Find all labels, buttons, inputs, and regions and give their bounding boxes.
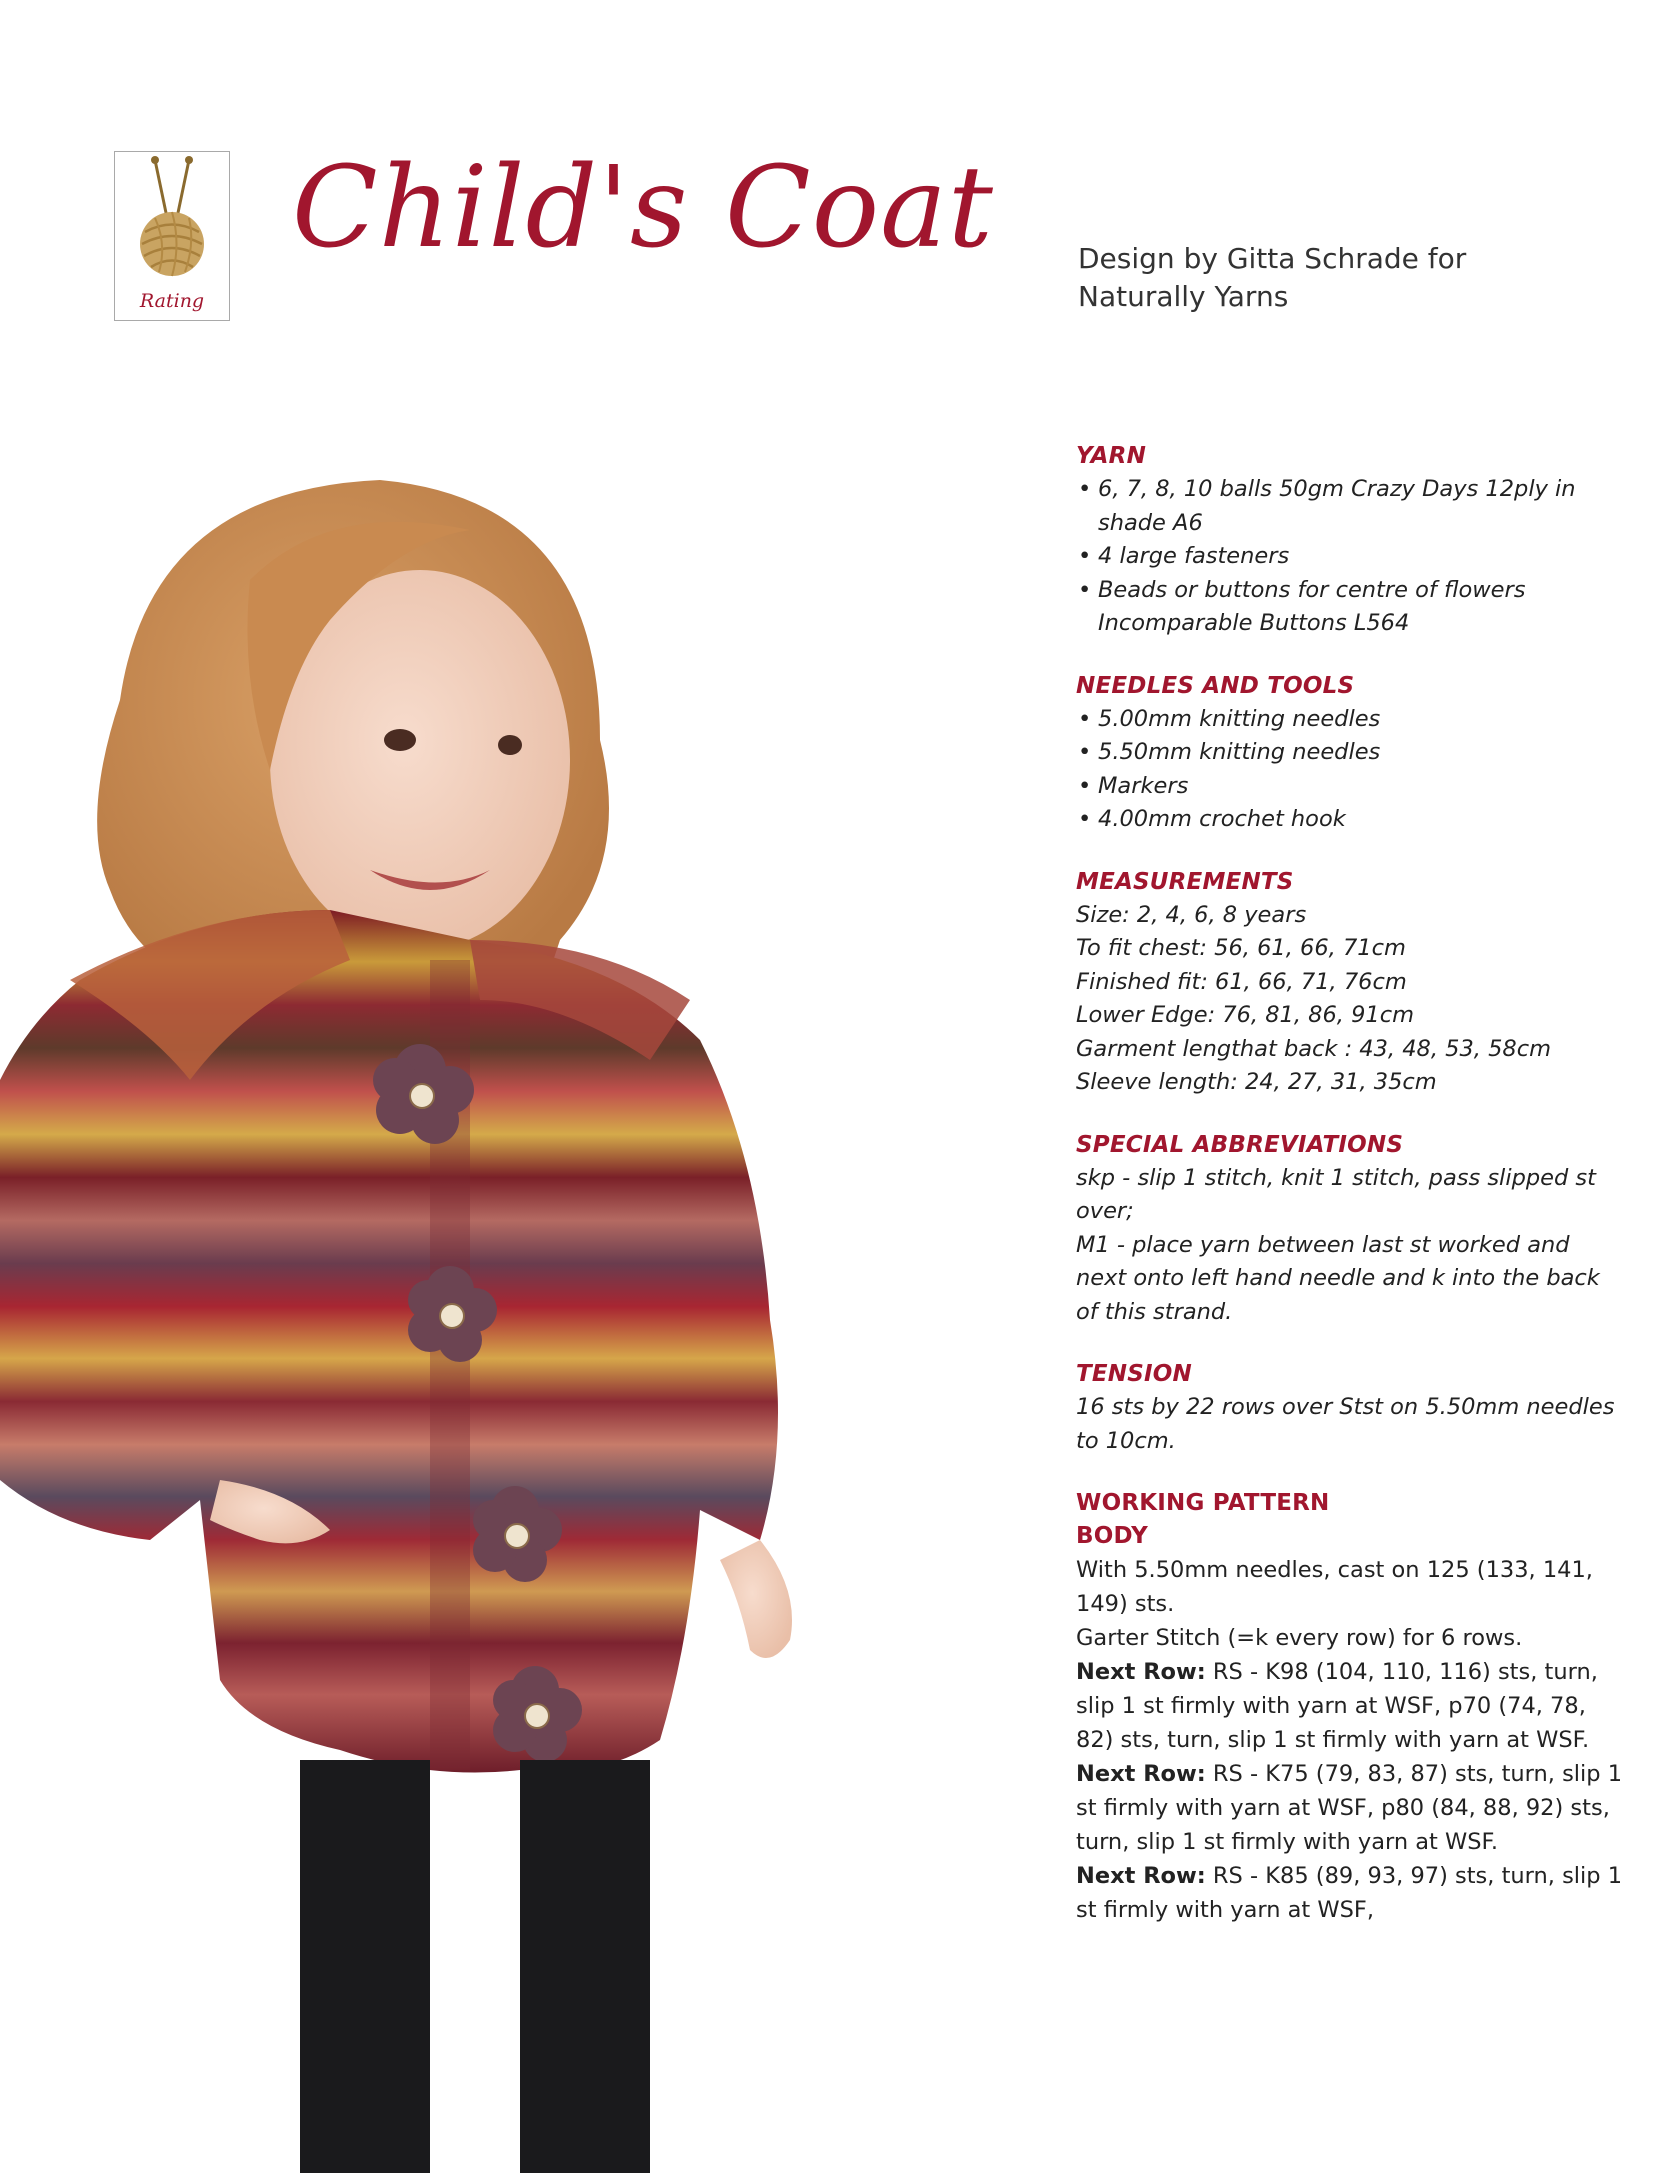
- tension-section: [1076, 1358, 1626, 1458]
- row-label: Next Row:: [1076, 1761, 1206, 1787]
- measurements-text: [1076, 899, 1626, 1100]
- row-label: Next Row:: [1076, 1863, 1206, 1889]
- pattern-details: [1076, 440, 1626, 1956]
- measurement-line: Sleeve length: 24, 27, 31, 35cm: [1076, 1069, 1437, 1095]
- section-heading: SPECIAL ABBREVIATIONS: [1076, 1131, 1404, 1158]
- pattern-instructions: [1076, 1553, 1626, 1927]
- row-label: Next Row:: [1076, 1659, 1206, 1685]
- credit-line: Naturally Yarns: [1078, 280, 1289, 313]
- instruction-line: Garter Stitch (=k every row) for 6 rows.: [1076, 1625, 1523, 1651]
- rating-label: Rating: [139, 290, 205, 312]
- row-text: RS - K98 (104, 110, 116) sts, turn, slip 1 st firmly with yarn at WSF, p70 (74, 78, 82) sts, turn, slip 1 st firmly with yarn at WSF.: [1076, 1659, 1598, 1753]
- measurement-line: Lower Edge: 76, 81, 86, 91cm: [1076, 1002, 1415, 1028]
- row-text: RS - K85 (89, 93, 97) sts, turn, slip 1 st firmly with yarn at WSF,: [1076, 1863, 1623, 1923]
- yarn-list: [1076, 473, 1626, 641]
- list-item: • 4 large fasteners: [1076, 540, 1626, 574]
- needles-list: [1076, 703, 1626, 837]
- instruction-row: [1076, 1655, 1626, 1757]
- list-item: • 5.00mm knitting needles: [1076, 703, 1626, 737]
- tension-text: 16 sts by 22 rows over Stst on 5.50mm needles to 10cm.: [1076, 1394, 1615, 1454]
- working-pattern-section: [1076, 1487, 1626, 1927]
- instruction-row: [1076, 1757, 1626, 1859]
- measurement-line: Garment lengthat back : 43, 48, 53, 58cm: [1076, 1035, 1552, 1062]
- page-title: Child's Coat: [292, 143, 994, 273]
- measurement-line: Finished fit: 61, 66, 71, 76cm: [1076, 968, 1407, 995]
- rating-badge: [114, 151, 230, 321]
- list-item: • Markers: [1076, 770, 1626, 804]
- child-coat-photo: [0, 440, 1000, 2173]
- needles-section: [1076, 670, 1626, 837]
- list-item: • Beads or buttons for centre of flowers Incomparable Buttons L564: [1076, 574, 1626, 641]
- abbreviations-text: [1076, 1162, 1626, 1330]
- row-text: RS - K75 (79, 83, 87) sts, turn, slip 1 st firmly with yarn at WSF, p80 (84, 88, 92) sts, turn, slip 1 st firmly with yarn at WSF.: [1076, 1761, 1623, 1855]
- abbreviation-line: M1 - place yarn between last st worked and next onto left hand needle and k into the back of this strand.: [1076, 1231, 1600, 1325]
- section-heading: TENSION: [1076, 1361, 1192, 1387]
- instruction-row: [1076, 1859, 1626, 1927]
- list-item: • 6, 7, 8, 10 balls 50gm Crazy Days 12ply in shade A6: [1076, 473, 1626, 540]
- instruction-line: With 5.50mm needles, cast on 125 (133, 141, 149) sts.: [1076, 1557, 1593, 1617]
- designer-credit: [1078, 240, 1598, 316]
- yarn-ball-icon: [115, 152, 229, 292]
- measurement-line: Size: 2, 4, 6, 8 years: [1076, 901, 1307, 928]
- list-item: • 4.00mm crochet hook: [1076, 803, 1626, 837]
- list-item: • 5.50mm knitting needles: [1076, 736, 1626, 770]
- measurements-section: [1076, 866, 1626, 1100]
- section-heading: YARN: [1076, 443, 1147, 469]
- credit-line: Design by Gitta Schrade for: [1078, 242, 1467, 275]
- yarn-section: [1076, 440, 1626, 641]
- section-heading: NEEDLES AND TOOLS: [1076, 672, 1355, 699]
- section-heading: MEASUREMENTS: [1076, 868, 1294, 895]
- section-heading: WORKING PATTERN: [1076, 1490, 1330, 1516]
- measurement-line: To fit chest: 56, 61, 66, 71cm: [1076, 935, 1406, 961]
- abbreviations-section: [1076, 1129, 1626, 1330]
- subsection-heading: BODY: [1076, 1523, 1148, 1549]
- abbreviation-line: skp - slip 1 stitch, knit 1 stitch, pass slipped st over;: [1076, 1164, 1596, 1224]
